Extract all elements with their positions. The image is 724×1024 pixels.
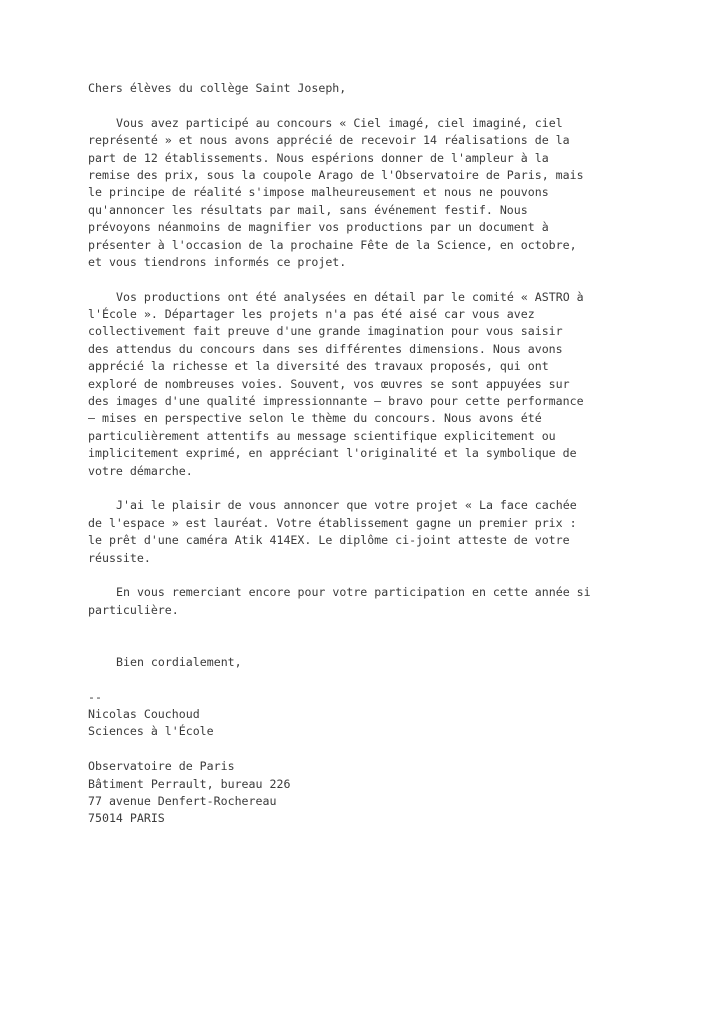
signature-organization: Sciences à l'École [88,724,214,739]
address-line: Bâtiment Perrault, bureau 226 [88,776,291,791]
paragraph-line: qu'annoncer les résultats par mail, sans événement festif. Nous [88,202,528,217]
paragraph-thanks [88,584,648,619]
paragraph-line: Vous avez participé au concours « Ciel imagé, ciel imaginé, ciel [116,115,563,130]
paragraph-line: Vos productions ont été analysées en détail par le comité « ASTRO à [116,289,584,304]
paragraph-line: implicitement exprimé, en appréciant l'originalité et la symbolique de [88,446,577,461]
paragraph-line: J'ai le plaisir de vous annoncer que votre projet « La face cachée [116,498,577,513]
address-line: Observatoire de Paris [88,759,235,774]
address-line: 75014 PARIS [88,811,165,826]
paragraph-line: des images d'une qualité impressionnante – bravo pour cette performance [88,394,584,409]
paragraph-line: représenté » et nous avons apprécié de recevoir 14 réalisations de la [88,133,570,148]
blank-line [88,671,648,688]
paragraph-line: particulière. [88,602,179,617]
salutation: Chers élèves du collège Saint Joseph, [88,81,347,95]
paragraph-line: présenter à l'occasion de la prochaine Fête de la Science, en octobre, [88,237,577,252]
paragraph-line: réussite. [88,550,151,565]
paragraph-line: – mises en perspective selon le thème du concours. Nous avons été [88,411,542,426]
paragraph-line: et vous tiendrons informés ce projet. [88,254,347,269]
paragraph-line: En vous remerciant encore pour votre participation en cette année si [116,585,591,600]
blank-line [88,480,648,497]
paragraph-analysis [88,289,648,480]
paragraph-result [88,497,648,567]
blank-line [88,741,648,758]
paragraph-line: des attendus du concours dans ses différentes dimensions. Nous avons [88,341,563,356]
blank-line [88,97,648,114]
paragraph-line: part de 12 établissements. Nous espérions donner de l'ampleur à la [88,150,549,165]
blank-line [88,567,648,584]
signature-name: Nicolas Couchoud [88,707,200,722]
paragraph-line: particulièrement attentifs au message scientifique explicitement ou [88,428,556,443]
blank-line [88,271,648,288]
paragraph-line: prévoyons néanmoins de magnifier vos productions par un document à [88,220,549,235]
signature-separator: -- [88,689,102,704]
letter-body [88,80,648,828]
paragraph-participation [88,115,648,272]
paragraph-line: le prêt d'une caméra Atik 414EX. Le diplôme ci-joint atteste de votre [88,533,570,548]
paragraph-line: le principe de réalité s'impose malheureusement et nous ne pouvons [88,185,549,200]
paragraph-line: votre démarche. [88,463,193,478]
paragraph-line: remise des prix, sous la coupole Arago de l'Observatoire de Paris, mais [88,167,584,182]
paragraph-line: apprécié la richesse et la diversité des travaux proposés, qui ont [88,359,549,374]
address-line: 77 avenue Denfert-Rochereau [88,794,277,809]
address-block [88,758,648,828]
paragraph-line: exploré de nombreuses voies. Souvent, vos œuvres se sont appuyées sur [88,376,570,391]
paragraph-line: l'École ». Départager les projets n'a pas été aisé car vous avez [88,307,535,322]
closing: Bien cordialement, [116,654,242,669]
blank-line [88,637,648,654]
paragraph-line: collectivement fait preuve d'une grande imagination pour vous saisir [88,324,563,339]
paragraph-line: de l'espace » est lauréat. Votre établissement gagne un premier prix : [88,515,577,530]
blank-line [88,619,648,636]
